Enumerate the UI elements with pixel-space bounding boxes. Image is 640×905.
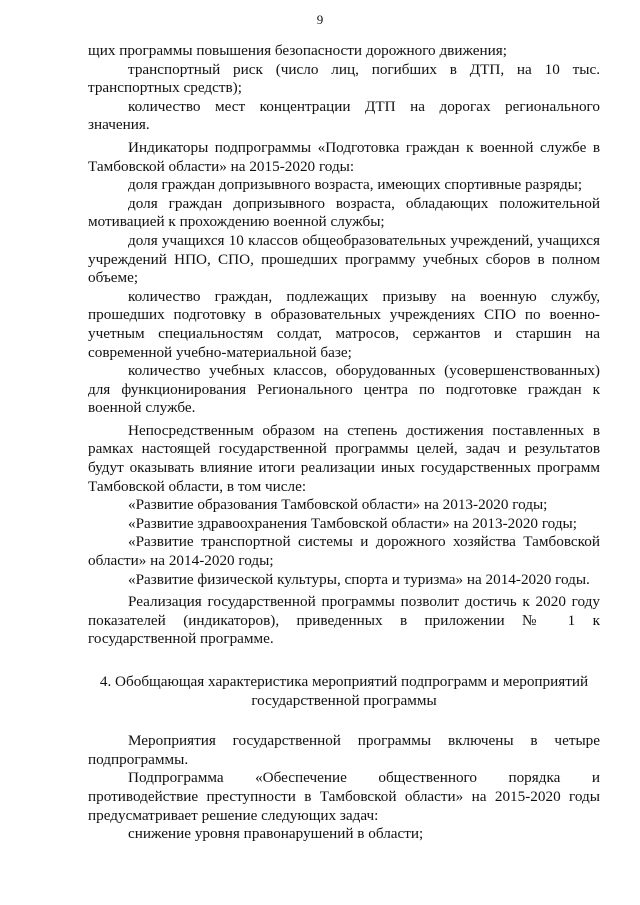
program-list-item: «Развитие физической культуры, спорта и туризма» на 2014-2020 годы.	[128, 570, 590, 588]
paragraph: количество учебных классов, оборудованных (усовершенствованных) для функционирования Регионального центра по подготовке граждан к военной службе.	[88, 362, 600, 417]
program-list-item: «Развитие образования Тамбовской области» на 2013-2020 годы;	[128, 496, 548, 514]
paragraph: транспортный риск (число лиц, погибших в ДТП, на 10 тыс. транспортных средств);	[88, 60, 600, 97]
program-list-item: «Развитие здравоохранения Тамбовской области» на 2013-2020 годы;	[128, 514, 577, 532]
paragraph: доля граждан допризывного возраста, обладающих положительной мотивацией к прохождению военной службы;	[88, 194, 600, 231]
paragraph: снижение уровня правонарушений в области;	[128, 825, 424, 843]
paragraph: Реализация государственной программы позволит достичь к 2020 году показателей (индикаторов), приведенных в приложении № 1 к государственной программе.	[88, 593, 600, 648]
paragraph: доля граждан допризывного возраста, имеющих спортивные разряды;	[128, 176, 583, 194]
paragraph: Индикаторы подпрограммы «Подготовка граждан к военной службе в Тамбовской области» на 2015-2020 годы:	[88, 138, 600, 175]
paragraph-continuation: щих программы повышения безопасности дорожного движения;	[88, 42, 507, 59]
paragraph: количество граждан, подлежащих призыву на военную службу, прошедших подготовку в образовательных учреждениях СПО по военно-учетным специальностям солдат, матросов, сержантов и старшин на современной учебно-материальной базе;	[88, 287, 600, 361]
paragraph: Непосредственным образом на степень достижения поставленных в рамках настоящей государственной программы целей, задач и результатов будут оказывать влияние итоги реализации иных государственных программ Тамбовской области, в том числе:	[88, 421, 600, 495]
paragraph: Подпрограмма «Обеспечение общественного порядка и противодействие преступности в Тамбовской области» на 2015-2020 годы предусматривает решение следующих задач:	[88, 769, 600, 824]
paragraph: Мероприятия государственной программы включены в четыре подпрограммы.	[88, 732, 600, 768]
page-number: 9	[316, 12, 324, 27]
program-list-item: «Развитие транспортной системы и дорожного хозяйства Тамбовской области» на 2014-2020 годы;	[88, 533, 600, 570]
paragraph: доля учащихся 10 классов общеобразовательных учреждений, учащихся учреждений НПО, СПО, прошедших программу учебных сборов в полном объеме;	[88, 231, 600, 287]
section-heading: 4. Обобщающая характеристика мероприятий подпрограмм и мероприятий государственной программы	[99, 673, 589, 709]
document-body	[88, 42, 600, 844]
paragraph: количество мест концентрации ДТП на дорогах регионального значения.	[88, 97, 600, 134]
